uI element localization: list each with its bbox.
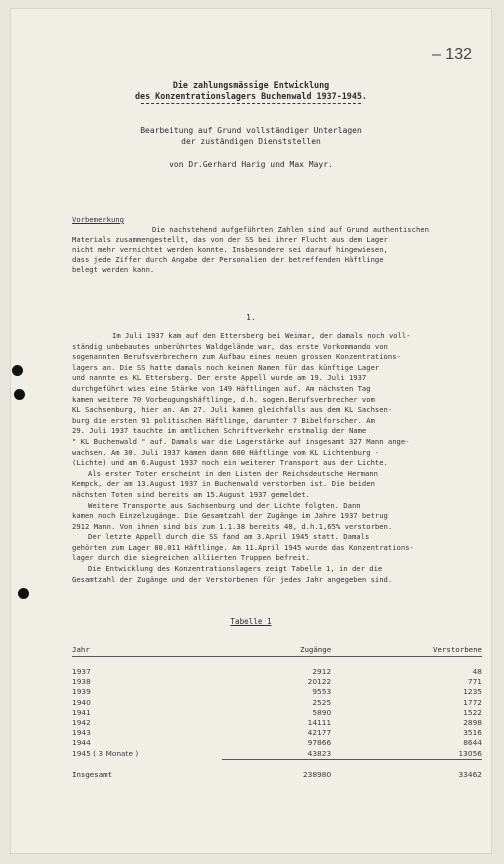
paragraph-3 bbox=[72, 501, 482, 533]
punch-hole bbox=[12, 365, 23, 376]
cell-total-deceased: 33462 bbox=[458, 769, 482, 779]
preliminary-note bbox=[72, 215, 482, 275]
table-row bbox=[72, 718, 482, 728]
body-text bbox=[72, 331, 482, 585]
body-line: ständig unbebautes unberührtes Waldgelände war, das erste Vorkommando von bbox=[72, 341, 388, 351]
preliminary-note-line: Die nachstehend aufgeführten Zahlen sind auf Grund authentischen bbox=[152, 225, 429, 234]
body-line: Als erster Toter erscheint in den Listen der Reichsdeutsche Hermann bbox=[88, 468, 378, 478]
preliminary-note-heading: Vorbemerkung bbox=[72, 215, 124, 224]
paragraph-2 bbox=[72, 469, 482, 501]
statistics-table bbox=[72, 645, 482, 780]
column-header-year: Jahr bbox=[72, 645, 222, 657]
cell-deceased: 2898 bbox=[463, 718, 482, 728]
punch-hole bbox=[18, 588, 29, 599]
body-line: burg die ersten 91 politischen Häftlinge, darunter 7 Bibelforscher. Am bbox=[72, 415, 375, 425]
cell-deceased: 1235 bbox=[463, 687, 482, 697]
table-total-row bbox=[72, 759, 482, 780]
cell-year: 1944 bbox=[72, 738, 91, 748]
title-line-1: Die zahlungsmässige Entwicklung bbox=[172, 80, 330, 90]
cell-deceased: 13056 bbox=[391, 749, 482, 760]
body-line: Kempck, der am 13.August 1937 in Buchenwald verstorben ist. Die beiden bbox=[72, 479, 375, 489]
cell-total-admissions: 238980 bbox=[302, 769, 332, 779]
document-subtitle bbox=[10, 125, 492, 147]
body-line: nächsten Toten sind bereits am 15.August 1937 gemeldet. bbox=[72, 489, 310, 499]
preliminary-note-line: belegt werden kann. bbox=[72, 265, 155, 274]
table-row bbox=[72, 677, 482, 687]
body-line: kamen noch Einzelzugänge. Die Gesamtzahl der Zugänge im Jahre 1937 betrug bbox=[72, 511, 388, 521]
body-line: lager durch die siegreichen alliierten Truppen befreit. bbox=[72, 553, 310, 563]
paragraph-1 bbox=[72, 331, 482, 469]
body-line: KL Sachsenburg, hier an. Am 27. Juli kamen gleichfalls aus dem KL Sachsen- bbox=[72, 405, 393, 415]
document-page bbox=[10, 8, 492, 854]
body-line: wachsen. Am 30. Juli 1937 kamen dann 600 Häftlinge vom KL Lichtenburg - bbox=[72, 447, 380, 457]
cell-deceased: 48 bbox=[472, 667, 482, 676]
body-line: " KL Buchenwald " auf. Damals war die Lagerstärke auf insgesamt 327 Mann ange- bbox=[72, 436, 410, 446]
table-row bbox=[72, 657, 482, 678]
table-header-row bbox=[72, 645, 482, 657]
subtitle-line-1: Bearbeitung auf Grund vollständiger Unterlagen bbox=[140, 126, 362, 135]
cell-year: 1939 bbox=[72, 687, 91, 697]
cell-admissions: 43823 bbox=[222, 749, 391, 760]
cell-year: 1942 bbox=[72, 718, 91, 728]
table-row bbox=[72, 708, 482, 718]
title-line-2: des Konzentrationslagers Buchenwald 1937-1945. bbox=[135, 91, 367, 101]
paragraph-5 bbox=[72, 564, 482, 585]
body-line: durchgeführt wies eine Stärke von 149 Häftlingen auf. Am nächsten Tag bbox=[72, 383, 371, 393]
paragraph-4 bbox=[72, 532, 482, 564]
cell-admissions: 2912 bbox=[312, 667, 332, 676]
cell-deceased: 1522 bbox=[463, 707, 482, 717]
cell-admissions: 14111 bbox=[307, 718, 332, 728]
table-title: Tabelle 1 bbox=[230, 617, 272, 626]
body-line: kamen weitere 70 Vorbeugungshäftlinge, d.h. sogen.Berufsverbrecher vom bbox=[72, 394, 375, 404]
cell-deceased: 771 bbox=[467, 677, 482, 687]
table-row bbox=[72, 687, 482, 697]
cell-deceased: 8644 bbox=[463, 738, 482, 748]
cell-deceased: 3516 bbox=[463, 728, 482, 738]
cell-admissions: 2525 bbox=[312, 697, 332, 707]
body-line: sogenannten Berufsverbrechern zum Aufbau eines neuen grossen Konzentrations- bbox=[72, 352, 401, 362]
body-line: Im Juli 1937 kam auf den Ettersberg bei Weimar, der damals noch voll- bbox=[112, 331, 411, 340]
cell-year: 1938 bbox=[72, 677, 91, 687]
column-header-deceased: Verstorbene bbox=[391, 645, 482, 657]
body-line: gehörten zum Lager 80.011 Häftlinge. Am 11.April 1945 wurde das Konzentrations- bbox=[72, 542, 414, 552]
body-line: lagers an. Die SS hatte damals noch keinen Namen für das künftige Lager bbox=[72, 362, 380, 372]
cell-deceased: 1772 bbox=[463, 697, 482, 707]
cell-year: 1940 bbox=[72, 697, 91, 707]
body-line: Gesamtzahl der Zugänge und der Verstorbenen für jedes Jahr angegeben sind. bbox=[72, 574, 393, 584]
cell-admissions: 42177 bbox=[307, 728, 332, 738]
cell-admissions: 97866 bbox=[307, 738, 332, 748]
authors-line: von Dr.Gerhard Harig und Max Mayr. bbox=[169, 160, 333, 169]
subtitle-line-2: der zuständigen Dienststellen bbox=[181, 137, 321, 146]
cell-year: 1941 bbox=[72, 707, 91, 717]
cell-admissions: 20122 bbox=[307, 677, 332, 687]
cell-total-label: Insgesamt bbox=[72, 769, 113, 779]
preliminary-note-line: nicht mehr vernichtet werden konnte. Insbesondere sei darauf hingewiesen, bbox=[72, 245, 388, 254]
cell-year: 1937 bbox=[72, 667, 91, 676]
preliminary-note-line: Materials zusammengestellt, das von der SS bei ihrer Flucht aus dem Lager bbox=[72, 235, 388, 244]
cell-admissions: 5890 bbox=[312, 707, 332, 717]
preliminary-note-line: dass jede Ziffer durch Angabe der Personalien der betreffenden Häftlinge bbox=[72, 255, 384, 264]
title-underline bbox=[141, 103, 361, 104]
body-line: Weitere Transporte aus Sachsenburg und der Lichte folgten. Dann bbox=[88, 500, 361, 510]
punch-hole bbox=[14, 389, 25, 400]
table-row bbox=[72, 749, 482, 760]
table-row bbox=[72, 698, 482, 708]
cell-year: 1945 ( 3 Monate ) bbox=[72, 748, 139, 758]
page-number: – 132 bbox=[431, 46, 472, 63]
section-number: 1. bbox=[246, 313, 256, 322]
cell-year: 1943 bbox=[72, 728, 91, 738]
table-row bbox=[72, 728, 482, 738]
document-title bbox=[10, 80, 492, 104]
body-line: (Lichte) und am 6.August 1937 noch ein weiterer Transport aus der Lichte. bbox=[72, 458, 388, 468]
body-line: Der letzte Appell durch die SS fand am 3.April 1945 statt. Damals bbox=[88, 532, 370, 542]
column-header-admissions: Zugänge bbox=[222, 645, 391, 657]
body-line: und nannte es KL Ettersberg. Der erste Appell wurde am 19. Juli 1937 bbox=[72, 373, 367, 383]
body-line: 2912 Mann. Von ihnen sind bis zum 1.1.38 bereits 48, d.h.1,65% verstorben. bbox=[72, 521, 393, 531]
table-row bbox=[72, 738, 482, 748]
cell-admissions: 9553 bbox=[312, 687, 332, 697]
body-line: 29. Juli 1937 tauchte im amtlichen Schriftverkehr erstmalig der Name bbox=[72, 426, 367, 436]
body-line: Die Entwicklung des Konzentrationslagers zeigt Tabelle 1, in der die bbox=[88, 564, 383, 574]
